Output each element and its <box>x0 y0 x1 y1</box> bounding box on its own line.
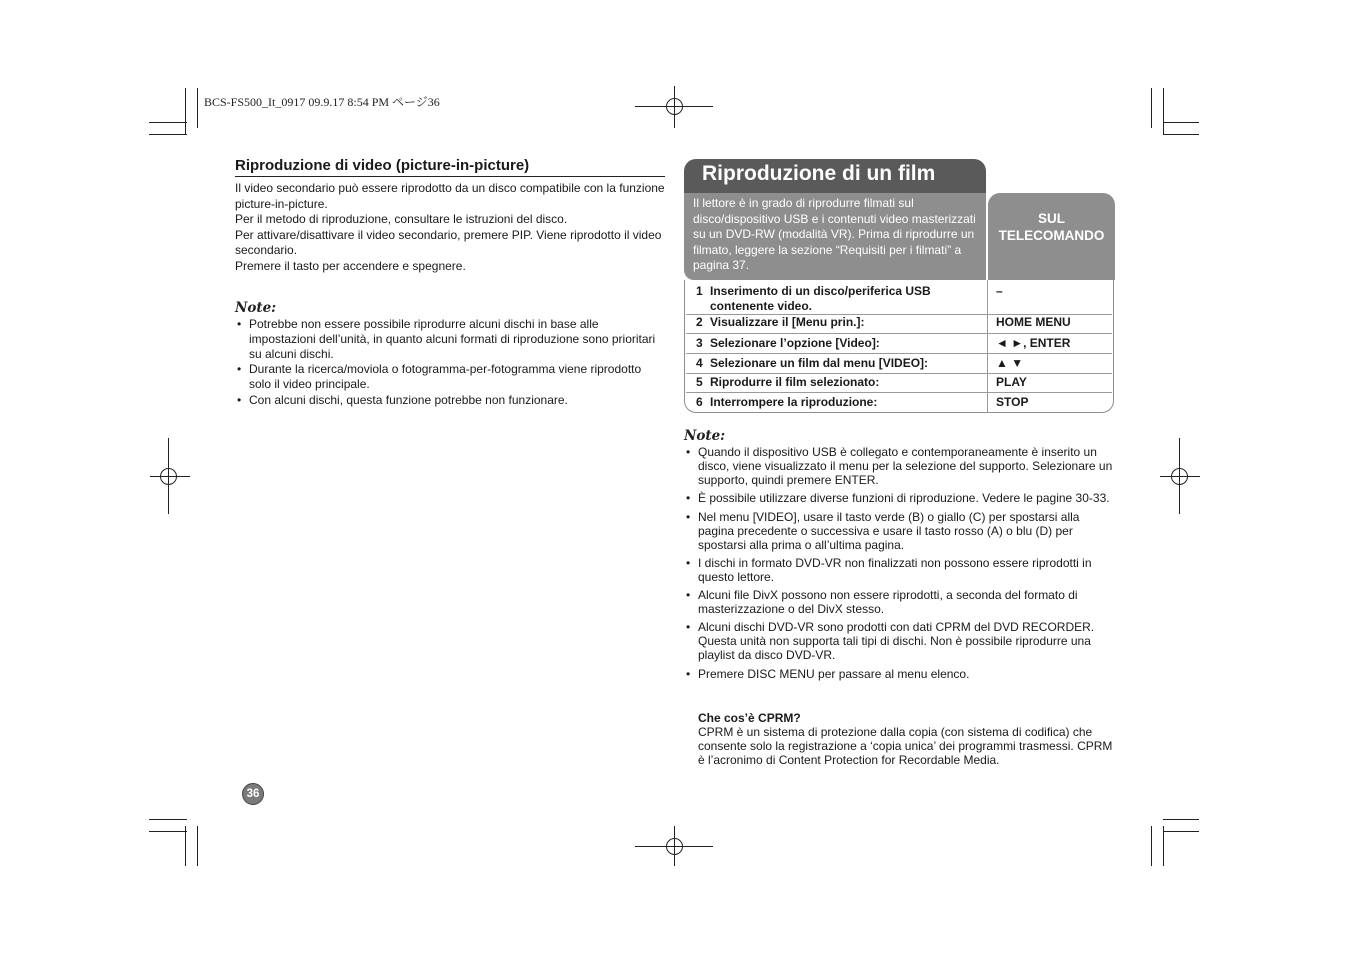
crop-mark <box>1163 826 1164 866</box>
page-number: 36 <box>246 788 260 800</box>
crop-mark <box>185 88 186 134</box>
registration-mark <box>666 838 683 855</box>
paragraph: Premere il tasto per accendere e spegnere. <box>235 258 466 273</box>
pip-notes <box>235 300 665 408</box>
registration-mark <box>160 468 177 485</box>
step-number: 3 <box>696 336 703 350</box>
paragraph: Per il metodo di riproduzione, consultare le istruzioni del disco. <box>235 212 568 227</box>
note-item: • Quando il dispositivo USB è collegato e contemporaneamente è inserito un disco, viene visualizzato il menu per la selezione del supporto. Selezionare un supporto, quindi premere ENTER. <box>684 445 1114 487</box>
note-item: • Alcuni file DivX possono non essere riprodotti, a seconda del formato di masterizzazione o del DivX stesso. <box>684 588 1114 616</box>
crop-mark <box>149 831 187 832</box>
cprm-text: CPRM è un sistema di protezione dalla copia (con sistema di codifica) che consente solo la registrazione a ‘copia unica’ dei programmi trasmessi. CPRM è l’acronimo di Content Protection for Recordable Media. <box>698 725 1113 767</box>
note-item: • Premere DISC MENU per passare al menu elenco. <box>684 667 1114 681</box>
step-number: 4 <box>696 356 703 370</box>
crop-mark <box>149 134 187 135</box>
crop-mark <box>1151 88 1152 128</box>
step-description <box>696 395 976 410</box>
crop-mark <box>1163 134 1199 135</box>
step-row <box>686 315 1112 334</box>
crop-mark <box>149 819 187 820</box>
crop-mark <box>1163 88 1164 134</box>
paragraph: Il video secondario può essere riprodotto da un disco compatibile con la funzione picture-in-picture. <box>235 181 665 211</box>
intro-text: Il lettore è in grado di riprodurre filmati sul disco/dispositivo USB e i contenuti video masterizzati su un DVD-RW (modalità VR). Prima di riprodurre un filmato, leggere la sezione “Requisiti per i filmati” a pagina 37. <box>693 196 976 272</box>
crop-mark <box>185 826 186 866</box>
section-heading-pip: Riproduzione di video (picture-in-picture) <box>235 157 665 177</box>
note-item: • Durante la ricerca/moviola o fotogramma-per-fotogramma viene riprodotto solo il video principale. <box>235 362 665 392</box>
step-description <box>696 375 976 390</box>
paragraph: Per attivare/disattivare il video secondario, premere PIP. Viene riprodotto il video secondario. <box>235 227 662 258</box>
step-text: Interrompere la riproduzione: <box>710 395 878 409</box>
note-item: • I dischi in formato DVD-VR non finalizzati non possono essere riprodotti in questo lettore. <box>684 556 1114 584</box>
remote-header-line: TELECOMANDO <box>998 228 1105 243</box>
note-title: Note: <box>684 428 726 444</box>
note-item: • Alcuni dischi DVD-VR sono prodotti con dati CPRM del DVD RECORDER. Questa unità non supporta tali tipi di dischi. Non è possibile riprodurre una playlist da disco DVD-VR. <box>684 620 1114 662</box>
crop-mark <box>149 122 187 123</box>
step-text: Visualizzare il [Menu prin.]: <box>710 315 865 329</box>
section-title: Riproduzione di un film <box>702 162 936 185</box>
step-number: 2 <box>696 315 703 329</box>
registration-mark <box>666 98 683 115</box>
step-description <box>696 336 976 351</box>
remote-key: ◄ ►, ENTER <box>996 336 1071 350</box>
step-number: 5 <box>696 375 703 389</box>
step-row <box>686 395 1112 412</box>
row-divider <box>686 392 1112 393</box>
registration-mark <box>1171 468 1188 485</box>
cprm-title: Che cos’è CPRM? <box>698 711 801 725</box>
step-text: Riprodurre il film selezionato: <box>710 375 880 389</box>
step-number: 6 <box>696 395 703 409</box>
print-header: BCS-FS500_It_0917 09.9.17 8:54 PM ページ36 <box>204 95 440 109</box>
step-description <box>696 356 976 371</box>
row-divider <box>686 373 1112 374</box>
remote-key: STOP <box>996 395 1029 409</box>
remote-key: PLAY <box>996 375 1027 389</box>
row-divider <box>686 353 1112 354</box>
crop-mark <box>197 88 198 128</box>
remote-header-line: SUL <box>1038 211 1065 226</box>
remote-key: – <box>996 284 1003 298</box>
step-text: Selezionare un film dal menu [VIDEO]: <box>710 356 929 370</box>
step-row <box>686 284 1112 314</box>
remote-key: HOME MENU <box>996 315 1071 329</box>
note-item: • È possibile utilizzare diverse funzioni di riproduzione. Vedere le pagine 30-33. <box>684 491 1114 505</box>
step-number: 1 <box>696 284 703 298</box>
step-description <box>696 284 976 313</box>
crop-mark <box>197 826 198 866</box>
row-divider <box>686 333 1112 334</box>
step-text: Selezionare l’opzione [Video]: <box>710 336 880 350</box>
note-item: • Con alcuni dischi, questa funzione potrebbe non funzionare. <box>235 393 665 408</box>
movie-notes <box>684 428 1114 685</box>
pip-description <box>235 181 665 275</box>
remote-key: ▲ ▼ <box>996 356 1024 370</box>
step-text: contenente video. <box>710 298 813 313</box>
step-text: Inserimento di un disco/periferica USB <box>710 284 931 298</box>
remote-header <box>988 210 1115 244</box>
note-item: • Potrebbe non essere possibile riprodurre alcuni dischi in base alle impostazioni dell’unità, in quanto alcuni formati di riproduzione sono prioritari su alcuni dischi. <box>235 317 665 361</box>
crop-mark <box>1163 122 1199 123</box>
crop-mark <box>1163 831 1199 832</box>
cprm-info <box>698 711 1118 767</box>
note-item: • Nel menu [VIDEO], usare il tasto verde (B) o giallo (C) per spostarsi alla pagina precedente o successiva e usare il tasto rosso (A) o blu (D) per spostarsi alla prima o all’ultima pagina. <box>684 510 1114 552</box>
note-title: Note: <box>235 300 277 316</box>
step-description <box>696 315 976 330</box>
crop-mark <box>1151 826 1152 866</box>
crop-mark <box>1163 819 1199 820</box>
